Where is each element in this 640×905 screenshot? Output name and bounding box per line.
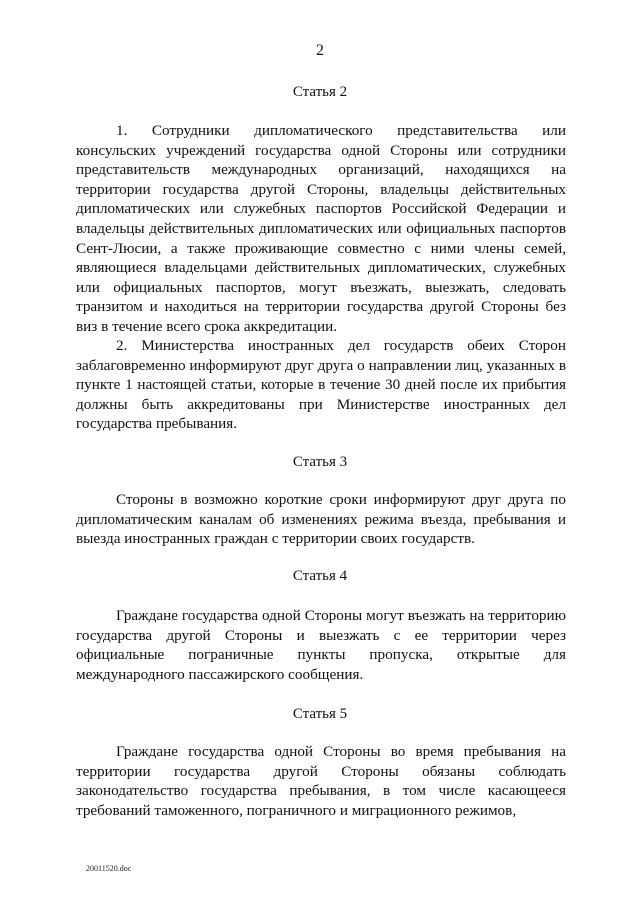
article-5-heading: Статья 5 [292, 706, 348, 722]
article-3-paragraph-1: Стороны в возможно короткие сроки информируют друг друга по дипломатическим каналам об изменениях режима въезда, пребывания и выезда иностранных граждан с территории своих государств. [76, 491, 566, 548]
article-3-heading: Статья 3 [292, 454, 348, 470]
article-2-heading: Статья 2 [292, 84, 348, 100]
article-4-paragraph-1: Граждане государства одной Стороны могут въезжать на территорию государства другой Стороны и выезжать с ее территории через официальные пограничные пункты пропуска, открытые для международного пассажирского сообщения. [76, 607, 566, 683]
page-number: 2 [316, 42, 324, 59]
footer-filename: 20011520.doc [86, 864, 132, 873]
article-4-heading: Статья 4 [292, 568, 348, 584]
article-5-paragraph-1: Граждане государства одной Стороны во время пребывания на территории государства другой Стороны обязаны соблюдать законодательство государства пребывания, в том числе касающееся требований таможенного, пограничного и миграционного режимов, [76, 743, 566, 819]
article-2-paragraph-1: 1. Сотрудники дипломатического представительства или консульских учреждений государства одной Стороны или сотрудники представительств международных организаций, находящихся на территории государства другой Стороны, владельцы действительных дипломатических или служебных паспортов Российской Федерации и владельцы действительных дипломатических или официальных паспортов Сент-Люсии, а также проживающие совместно с ними члены семей, являющиеся владельцами действительных дипломатических, служебных или официальных паспортов, могут въезжать, выезжать, следовать транзитом и находиться на территории государства другой Стороны без виз в течение всего срока аккредитации. [76, 122, 566, 335]
article-2-paragraph-2: 2. Министерства иностранных дел государств обеих Сторон заблаговременно информируют друг друга о направлении лиц, указанных в пункте 1 настоящей статьи, которые в течение 30 дней после их прибытия должны быть аккредитованы при Министерстве иностранных дел государства пребывания. [76, 337, 566, 433]
